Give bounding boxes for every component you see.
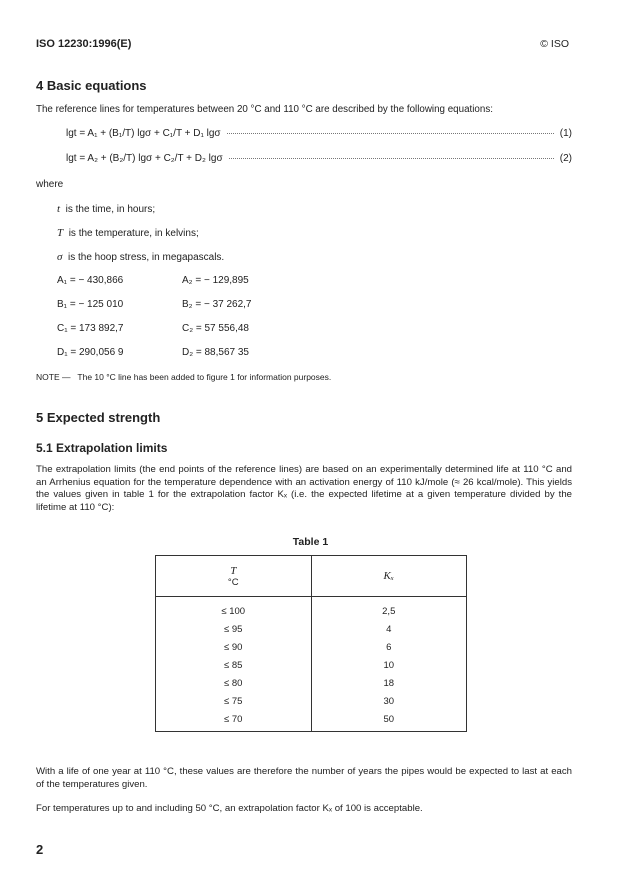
intro-text: The reference lines for temperatures between 20 °C and 110 °C are described by the following equations:	[36, 104, 493, 115]
section-4-heading: 4 Basic equations	[36, 78, 147, 93]
equation-2	[66, 153, 572, 164]
constant-A1: A₁ = − 430,866	[57, 275, 124, 286]
table-row: ≤ 80 18	[156, 674, 467, 692]
factor-paragraph: For temperatures up to and including 50 °C, an extrapolation factor Kₓ of 100 is acceptable.	[36, 803, 423, 814]
lifetime-paragraph: With a life of one year at 110 °C, these values are therefore the number of years the pipes would be expected to last at each of the temperatures given.	[36, 766, 572, 790]
table-row: ≤ 75 30	[156, 692, 467, 710]
table-row: ≤ 100 2,5	[156, 597, 467, 621]
constant-D1: D₁ = 290,056 9	[57, 347, 124, 358]
header-temperature: T °C	[156, 556, 312, 597]
table-title: Table 1	[292, 536, 329, 548]
equation-2-formula: lgt = A₂ + (B₂/T) lgσ + C₂/T + D₂ lgσ	[66, 153, 223, 164]
page-number: 2	[36, 842, 44, 857]
standard-id: ISO 12230:1996(E)	[36, 38, 132, 50]
constant-D2: D₂ = 88,567 35	[182, 347, 249, 358]
definition-T: T is the temperature, in kelvins;	[57, 227, 199, 239]
table-row: ≤ 90 6	[156, 638, 467, 656]
extrapolation-paragraph: The extrapolation limits (the end points of the reference lines) are based on an experimentally determined life at 110 °C and an Arrhenius equation for the temperature dependence with an activation energy of 110 kJ/mole (≈ 26 kcal/mole). This yields the values given in table 1 for the extrapolation factor Kₓ (i.e. the expected lifetime at a given temperature divided by the lifetime at 110 °C):	[36, 464, 572, 513]
section-5-heading: 5 Expected strength	[36, 410, 161, 425]
table-row: ≤ 85 10	[156, 656, 467, 674]
equation-1-formula: lgt = A₁ + (B₁/T) lgσ + C₁/T + D₁ lgσ	[66, 128, 221, 139]
equation-2-number: (2)	[559, 153, 572, 164]
where-label: where	[36, 179, 64, 190]
table-row: ≤ 95 4	[156, 620, 467, 638]
section-5-1-heading: 5.1 Extrapolation limits	[36, 441, 168, 455]
header-kx: Kₓ	[311, 556, 467, 597]
equation-1	[66, 128, 572, 139]
definition-t: t is the time, in hours;	[57, 203, 156, 215]
table-row: ≤ 70 50	[156, 710, 467, 732]
constant-B2: B₂ = − 37 262,7	[182, 299, 252, 310]
constant-A2: A₂ = − 129,895	[182, 275, 249, 286]
copyright: © ISO	[540, 38, 569, 50]
note: NOTE — The 10 °C line has been added to figure 1 for information purposes.	[36, 372, 332, 382]
constant-B1: B₁ = − 125 010	[57, 299, 124, 310]
constant-C1: C₁ = 173 892,7	[57, 323, 124, 334]
constant-C2: C₂ = 57 556,48	[182, 323, 249, 334]
definition-sigma: σ is the hoop stress, in megapascals.	[57, 251, 225, 263]
extrapolation-table	[155, 555, 467, 732]
equation-1-number: (1)	[559, 128, 572, 139]
